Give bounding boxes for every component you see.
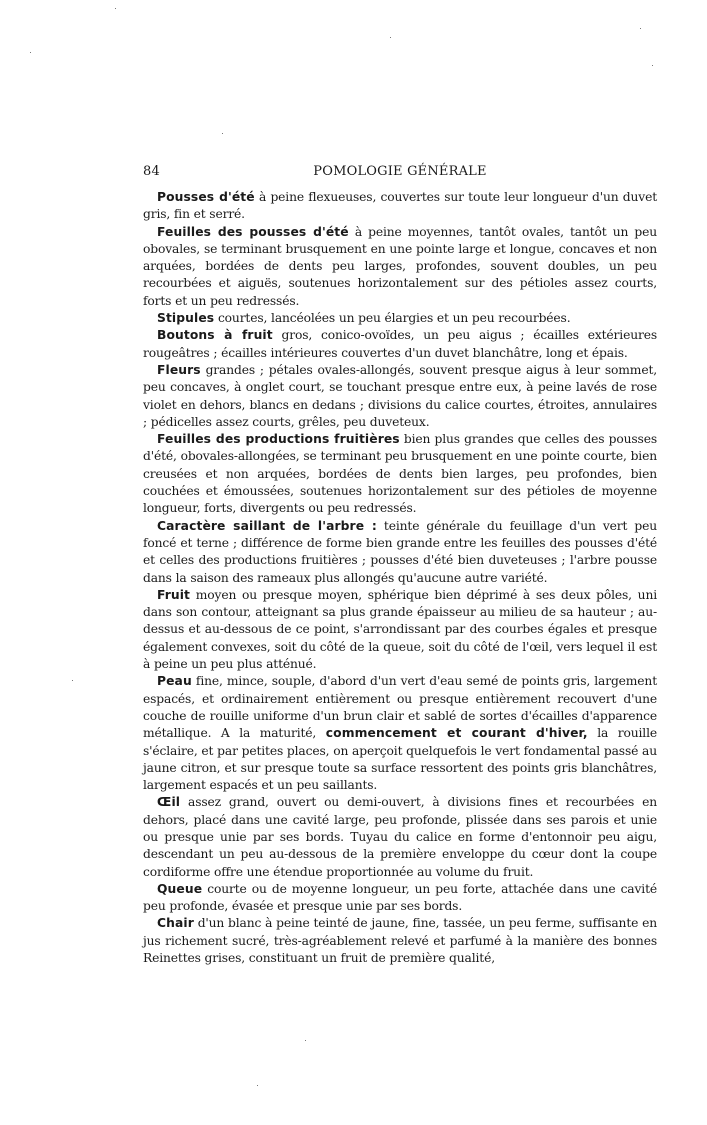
term-heading: Stipules [157, 311, 215, 326]
paragraph-text: grandes ; pétales ovales-allongés, souvent presque aigus à leur sommet, peu concaves, à onglet court, se touchant presque entre eux, à peine lavés de rose violet en dehors, blancs en dedans ; divisions du calice courtes, étroites, annulaires ; pédicelles assez courts, grêles, peu duveteux. [143, 362, 657, 429]
paper-speck [652, 65, 653, 66]
term-heading: Boutons à fruit [157, 328, 273, 343]
paragraph-text: à peine flexueuses, couvertes sur toute leur longueur d'un duvet gris, fin et serré. [143, 190, 657, 222]
paragraph-text: moyen ou presque moyen, sphérique bien déprimé à ses deux pôles, uni dans son contour, atteignant sa plus grande épaisseur au milieu de sa hauteur ; au-dessus et au-dessous de ce point, s'arrondissant par des courbes égales et presque également convexes, soit du côté de la queue, soit du côté de l'œil, vers lequel il est à peine un peu plus atténué. [143, 587, 657, 672]
paper-speck [115, 8, 116, 9]
paper-speck [30, 52, 31, 53]
paper-speck [222, 133, 223, 134]
term-heading: Caractère saillant de l'arbre : [157, 518, 377, 533]
paper-speck [72, 680, 73, 681]
term-heading: Queue [157, 881, 203, 896]
paragraph-text: courte ou de moyenne longueur, un peu forte, attachée dans une cavité peu profonde, évasée et presque unie par ses bords. [143, 881, 657, 914]
paragraph-queue [143, 881, 657, 916]
paragraph-feuilles-pousses [143, 224, 657, 310]
term-heading: Feuilles des pousses d'été [157, 224, 349, 239]
term-heading: Feuilles des productions fruitières [157, 432, 400, 447]
paragraph-text: courtes, lancéolées un peu élargies et un peu recourbées. [214, 311, 571, 326]
paper-speck [390, 37, 391, 38]
paragraph-text: bien plus grandes que celles des pousses d'été, obovales-allongées, se terminant peu brusquement en une pointe courte, bien creusées et non arquées, bordées de dents bien larges, peu profondes, bien couchées et émoussées, soutenues horizontalement sur des pétioles de moyenne longueur, forts, divergents ou peu redressés. [143, 432, 657, 516]
paper-speck [257, 1085, 258, 1086]
paragraph-caractere [143, 518, 657, 587]
running-head [143, 164, 657, 182]
paragraph-boutons [143, 327, 657, 362]
paragraph-peau [143, 673, 657, 794]
term-emphasis: commencement et courant d'hiver, [325, 726, 588, 741]
term-heading: Pousses d'été [157, 190, 255, 204]
term-heading: Fleurs [157, 362, 201, 377]
running-title: POMOLOGIE GÉNÉRALE [313, 164, 487, 179]
paragraph-oeil [143, 794, 657, 880]
term-heading: Peau [157, 674, 192, 689]
paragraph-text: la rouille s'éclaire, et par petites places, on aperçoit quelquefois le vert fondamental passé au jaune citron, et sur presque toute sa surface ressortent des points gris blanchâtres, largement espacés et un peu saillants. [143, 726, 657, 793]
paper-speck [305, 1040, 306, 1041]
paragraph-fleurs [143, 362, 657, 431]
paragraph-text: d'un blanc à peine teinté de jaune, fine, tassée, un peu ferme, suffisante en jus richement sucré, très-agréablement relevé et parfumé à la manière des bonnes Reinettes grises, constituant un fruit de première qualité, [143, 916, 657, 966]
book-page [143, 164, 657, 967]
paragraph-pousses [143, 189, 657, 224]
paragraph-fruit [143, 587, 657, 673]
page-number: 84 [143, 164, 160, 179]
paper-speck [640, 28, 641, 29]
paragraph-text: teinte générale du feuillage d'un vert peu foncé et terne ; différence de forme bien grande entre les feuilles des pousses d'été et celles des productions fruitières ; pousses d'été bien duveteuses ; l'arbre pousse dans la saison des rameaux plus allongés qu'aucune autre variété. [143, 518, 657, 585]
term-heading: Chair [157, 916, 194, 931]
paragraph-text: à peine moyennes, tantôt ovales, tantôt un peu obovales, se terminant brusquement en une pointe large et longue, concaves et non arquées, bordées de dents peu larges, profondes, souvent doubles, un peu recourbées et aiguës, soutenues horizontalement sur des pétioles assez courts, forts et un peu redressés. [143, 224, 657, 308]
term-heading: Œil [157, 795, 181, 810]
paragraph-text: assez grand, ouvert ou demi-ouvert, à divisions fines et recourbées en dehors, placé dans une cavité large, peu profonde, plissée dans ses parois et unie ou presque unie par ses bords. Tuyau du calice en forme d'entonnoir peu aigu, descendant un peu au-dessous de la première enveloppe du cœur dont la coupe cordiforme offre une étendue proportionnée au volume du fruit. [143, 795, 657, 879]
paragraph-text: fine, mince, souple, d'abord d'un vert d'eau semé de points gris, largement espacés, et ordinairement entièrement ou presque entièrement recouvert d'une couche de rouille uniforme d'un brun clair et sablé de sortes d'écailles d'apparence métallique. A la maturité, [143, 674, 657, 741]
paragraph-feuilles-productions [143, 431, 657, 517]
term-heading: Fruit [157, 587, 191, 602]
paragraph-stipules [143, 310, 657, 327]
paragraph-chair [143, 915, 657, 967]
paragraph-text: gros, conico-ovoïdes, un peu aigus ; écailles extérieures rougeâtres ; écailles intérieures couvertes d'un duvet blanchâtre, long et épais. [143, 328, 657, 360]
